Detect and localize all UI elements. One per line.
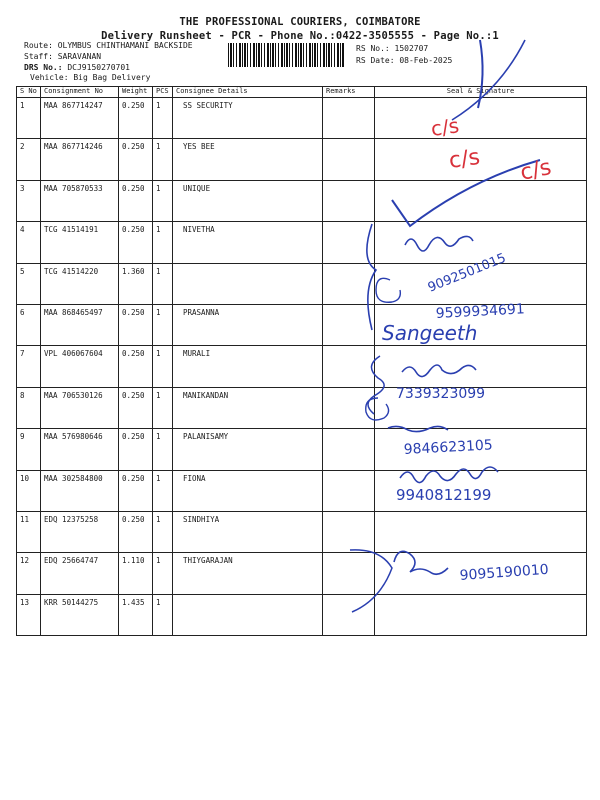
vehicle-value: Big Bag Delivery (73, 73, 151, 82)
row-weight: 0.250 (119, 387, 153, 428)
company-title: THE PROFESSIONAL COURIERS, COIMBATORE (179, 16, 421, 28)
row-weight: 1.110 (119, 553, 153, 594)
table-row (17, 222, 587, 263)
row-consignment-no: TCG 41514220 (41, 263, 119, 304)
row-sno: 9 (17, 429, 41, 470)
row-remarks (323, 98, 375, 139)
row-sno: 13 (17, 594, 41, 635)
ink-phone-8: 7339323099 (396, 386, 486, 402)
row-sno: 4 (17, 222, 41, 263)
col-header-sno: S No (17, 87, 41, 98)
row-pcs: 1 (153, 594, 173, 635)
row-consignment-no: MAA 867714247 (41, 98, 119, 139)
row-seal-signature (375, 470, 587, 511)
row-seal-signature (375, 222, 587, 263)
row-consignee: YES BEE (173, 139, 323, 180)
vehicle-label: Vehicle: (30, 73, 69, 82)
row-consignment-no: MAA 576980646 (41, 429, 119, 470)
staff-label: Staff: (24, 52, 53, 61)
row-remarks (323, 470, 375, 511)
row-remarks (323, 346, 375, 387)
row-consignment-no: EDQ 12375258 (41, 511, 119, 552)
barcode-image (228, 43, 344, 67)
row-seal-signature (375, 98, 587, 139)
row-consignment-no: KRR 50144275 (41, 594, 119, 635)
staff-value: SARAVANAN (57, 52, 102, 61)
row-consignee: UNIQUE (173, 180, 323, 221)
ink-phone-5: 9092501015 (425, 250, 509, 296)
row-remarks (323, 387, 375, 428)
row-remarks (323, 222, 375, 263)
row-consignee: MURALI (173, 346, 323, 387)
row-remarks (323, 139, 375, 180)
ink-phone-6: 9599934691 (435, 301, 526, 322)
staff-line (24, 52, 101, 62)
row-remarks (323, 263, 375, 304)
row-weight: 0.250 (119, 139, 153, 180)
row-sno: 8 (17, 387, 41, 428)
row-pcs: 1 (153, 429, 173, 470)
table-row (17, 180, 587, 221)
table-row (17, 553, 587, 594)
route-value: OLYMBUS CHINTHAMANI BACKSIDE (57, 41, 193, 50)
row-weight: 0.250 (119, 98, 153, 139)
row-pcs: 1 (153, 346, 173, 387)
row-sno: 7 (17, 346, 41, 387)
row-pcs: 1 (153, 511, 173, 552)
runsheet-subtitle: Delivery Runsheet - PCR - Phone No.:0422-3505555 - Page No.:1 (101, 30, 499, 42)
row-sno: 2 (17, 139, 41, 180)
row-weight: 0.250 (119, 222, 153, 263)
table-row (17, 594, 587, 635)
table-row (17, 346, 587, 387)
row-consignment-no: MAA 868465497 (41, 304, 119, 345)
row-consignee: SS SECURITY (173, 98, 323, 139)
row-seal-signature (375, 594, 587, 635)
row-sno: 1 (17, 98, 41, 139)
row-consignee (173, 263, 323, 304)
row-seal-signature (375, 139, 587, 180)
row-pcs: 1 (153, 180, 173, 221)
row-seal-signature (375, 429, 587, 470)
ink-phone-11: 9940812199 (396, 486, 492, 504)
row-pcs: 1 (153, 222, 173, 263)
row-consignment-no: MAA 867714246 (41, 139, 119, 180)
row-seal-signature (375, 511, 587, 552)
row-sno: 11 (17, 511, 41, 552)
col-header-signature: Seal & Signature (375, 87, 587, 98)
table-row (17, 139, 587, 180)
table-row (17, 304, 587, 345)
row-pcs: 1 (153, 98, 173, 139)
col-header-pcs: PCS (153, 87, 173, 98)
col-header-remarks: Remarks (323, 87, 375, 98)
row-sno: 12 (17, 553, 41, 594)
row-consignee: SINDHIYA (173, 511, 323, 552)
row-seal-signature (375, 180, 587, 221)
row-pcs: 1 (153, 553, 173, 594)
row-sno: 10 (17, 470, 41, 511)
ink-phone-9: 9846623105 (403, 437, 494, 458)
drs-label: DRS No.: (24, 63, 63, 72)
ink-cs-2: c/s (447, 144, 482, 174)
row-pcs: 1 (153, 470, 173, 511)
row-consignee (173, 594, 323, 635)
row-consignment-no: TCG 41514191 (41, 222, 119, 263)
table-row (17, 511, 587, 552)
route-label: Route: (24, 41, 53, 50)
runsheet-table (16, 86, 587, 636)
row-weight: 0.250 (119, 470, 153, 511)
table-row (17, 98, 587, 139)
row-remarks (323, 304, 375, 345)
table-row (17, 429, 587, 470)
row-weight: 1.360 (119, 263, 153, 304)
ink-cs-3: c/s (518, 154, 554, 186)
row-seal-signature (375, 304, 587, 345)
vehicle-line (30, 73, 150, 83)
table-row (17, 387, 587, 428)
table-row (17, 470, 587, 511)
row-remarks (323, 594, 375, 635)
row-sno: 5 (17, 263, 41, 304)
row-consignee: PALANISAMY (173, 429, 323, 470)
ink-phone-13: 9095190010 (459, 561, 550, 584)
table-header-row (17, 87, 587, 98)
row-weight: 1.435 (119, 594, 153, 635)
table-row (17, 263, 587, 304)
row-remarks (323, 180, 375, 221)
row-consignment-no: MAA 706530126 (41, 387, 119, 428)
row-weight: 0.250 (119, 511, 153, 552)
row-pcs: 1 (153, 304, 173, 345)
row-pcs: 1 (153, 387, 173, 428)
row-sno: 3 (17, 180, 41, 221)
row-pcs: 1 (153, 139, 173, 180)
row-seal-signature (375, 346, 587, 387)
row-remarks (323, 553, 375, 594)
row-weight: 0.250 (119, 346, 153, 387)
row-seal-signature (375, 553, 587, 594)
col-header-consignment: Consignment No (41, 87, 119, 98)
row-seal-signature (375, 263, 587, 304)
drs-line (24, 63, 130, 73)
row-consignee: NIVETHA (173, 222, 323, 263)
row-consignee: THIYGARAJAN (173, 553, 323, 594)
row-sno: 6 (17, 304, 41, 345)
row-consignment-no: MAA 302584800 (41, 470, 119, 511)
col-header-weight: Weight (119, 87, 153, 98)
row-consignment-no: EDQ 25664747 (41, 553, 119, 594)
row-remarks (323, 511, 375, 552)
row-pcs: 1 (153, 263, 173, 304)
row-consignee: PRASANNA (173, 304, 323, 345)
row-weight: 0.250 (119, 304, 153, 345)
row-weight: 0.250 (119, 429, 153, 470)
drs-value: DCJ9150270701 (67, 63, 130, 72)
ink-cs-1: c/s (429, 113, 461, 141)
row-seal-signature (375, 387, 587, 428)
row-remarks (323, 429, 375, 470)
ink-name-6: Sangeeth (382, 321, 478, 345)
row-consignment-no: MAA 705870533 (41, 180, 119, 221)
rs-number: RS No.: 1502707 (356, 44, 429, 53)
row-weight: 0.250 (119, 180, 153, 221)
row-consignment-no: VPL 406067604 (41, 346, 119, 387)
route-line (24, 41, 193, 51)
col-header-consignee: Consignee Details (173, 87, 323, 98)
row-consignee: MANIKANDAN (173, 387, 323, 428)
rs-date: RS Date: 08-Feb-2025 (356, 56, 453, 65)
row-consignee: FIONA (173, 470, 323, 511)
